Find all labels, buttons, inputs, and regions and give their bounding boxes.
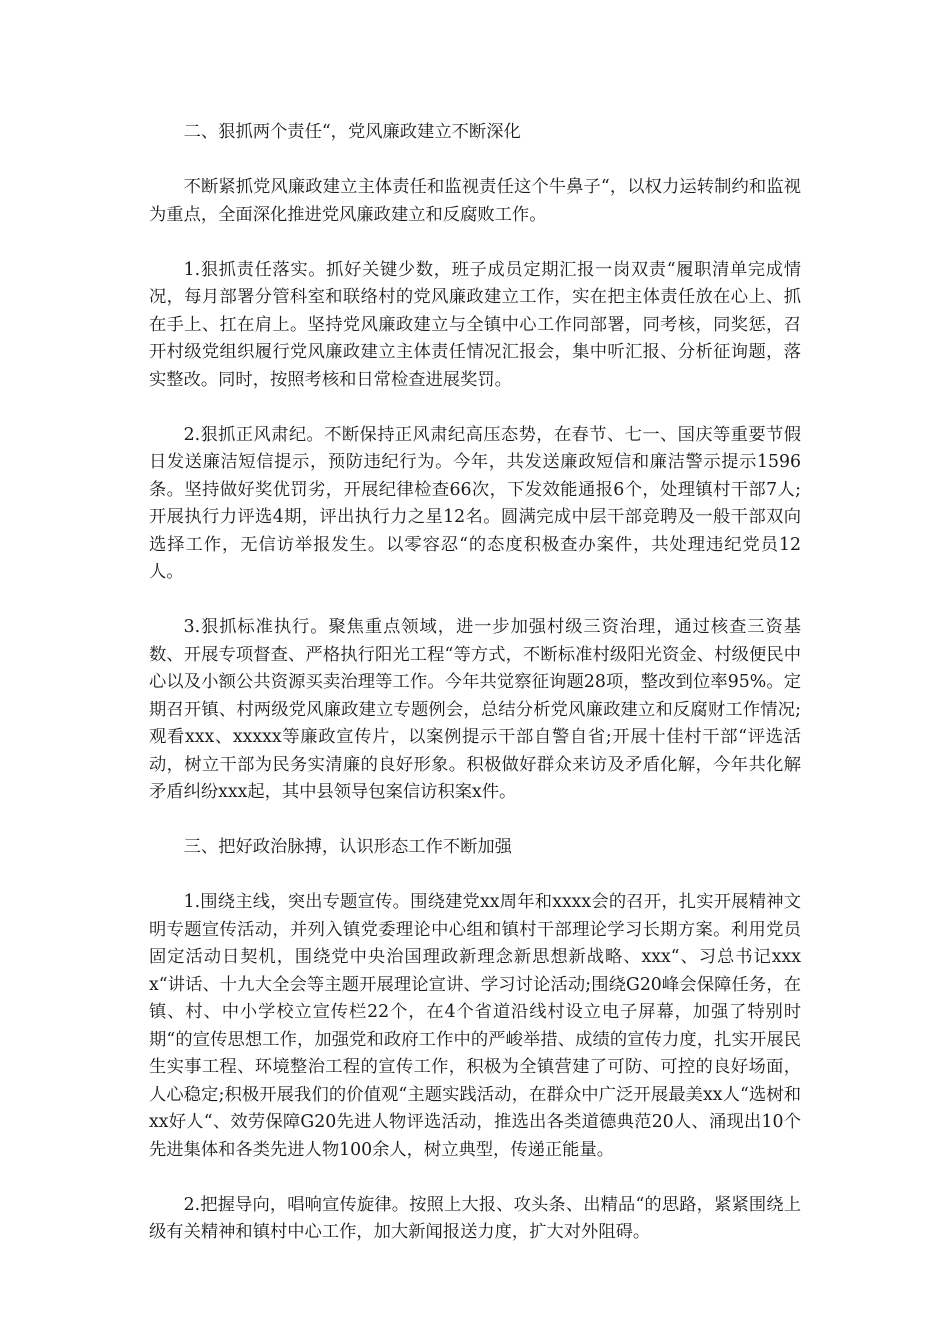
paragraph-discipline: 2.狠抓正风肃纪。不断保持正风肃纪高压态势，在春节、七一、国庆等重要节假日发送廉洁短信提示，预防违纪行为。今年，共发送廉政短信和廉洁警示提示1596条。坚持做好奖优罚劣，开展纪律检查66次，下发效能通报6个，处理镇村干部7人;开展执行力评选4期，评出执行力之星12名。圆满完成中层干部竞聘及一般干部双向选择工作，无信访举报发生。以零容忍“的态度积极查办案件，共处理违纪党员12人。 <box>149 424 801 582</box>
paragraph-publicity: 1.围绕主线，突出专题宣传。围绕建党xx周年和xxxx会的召开，扎实开展精神文明专题宣传活动，并列入镇党委理论中心组和镇村干部理论学习长期方案。利用党员固定活动日契机，围绕党中央治国理政新理念新思想新战略、xxx“、习总书记xxxx“讲话、十九大全会等主题开展理论宣讲、学习讨论活动;围绕G20峰会保障任务，在镇、村、中小学校立宣传栏22个，在4个省道沿线村设立电子屏幕，加强了特别时期“的宣传思想工作，加强党和政府工作中的严峻举措、成绩的宣传力度，扎实开展民生实事工程、环境整治工程的宣传工作，积极为全镇营建了可防、可控的良好场面，人心稳定;积极开展我们的价值观“主题实践活动，在群众中广泛开展最美xx人“选树和xx好人“、效劳保障G20先进人物评选活动，推选出各类道德典范20人、涌现出10个先进集体和各类先进人物100余人，树立典型，传递正能量。 <box>149 892 801 1160</box>
document-page <box>149 119 801 1274</box>
section-heading-2: 二、狠抓两个责任“，党风廉政建立不断深化 <box>183 122 521 142</box>
paragraph-intro: 不断紧抓党风廉政建立主体责任和监视责任这个牛鼻子“，以权力运转制约和监视为重点，全面深化推进党风廉政建立和反腐败工作。 <box>149 177 801 225</box>
paragraph-guidance: 2.把握导向，唱响宣传旋律。按照上大报、攻头条、出精品“的思路，紧紧围绕上级有关精神和镇村中心工作，加大新闻报送力度，扩大对外阻碍。 <box>149 1194 801 1242</box>
section-heading-3: 三、把好政治脉搏，认识形态工作不断加强 <box>183 837 512 857</box>
paragraph-responsibility: 1.狠抓责任落实。抓好关键少数，班子成员定期汇报一岗双责“履职清单完成情况，每月部署分管科室和联络村的党风廉政建立工作，实在把主体责任放在心上、抓在手上、扛在肩上。坚持党风廉政建立与全镇中心工作同部署，同考核，同奖惩，召开村级党组织履行党风廉政建立主体责任情况汇报会，集中听汇报、分析征询题，落实整改。同时，按照考核和日常检查进展奖罚。 <box>149 259 801 390</box>
paragraph-standards: 3.狠抓标准执行。聚焦重点领域，进一步加强村级三资治理，通过核查三资基数、开展专项督查、严格执行阳光工程“等方式，不断标准村级阳光资金、村级便民中心以及小额公共资源买卖治理等工作。今年共觉察征询题28项，整改到位率95%。定期召开镇、村两级党风廉政建立专题例会，总结分析党风廉政建立和反腐财工作情况;观看xxx、xxxxx等廉政宣传片，以案例提示干部自警自省;开展十佳村干部“评选活动，树立干部为民务实清廉的良好形象。积极做好群众来访及矛盾化解，今年共化解矛盾纠纷xxx起，其中县领导包案信访积案x件。 <box>149 617 801 802</box>
